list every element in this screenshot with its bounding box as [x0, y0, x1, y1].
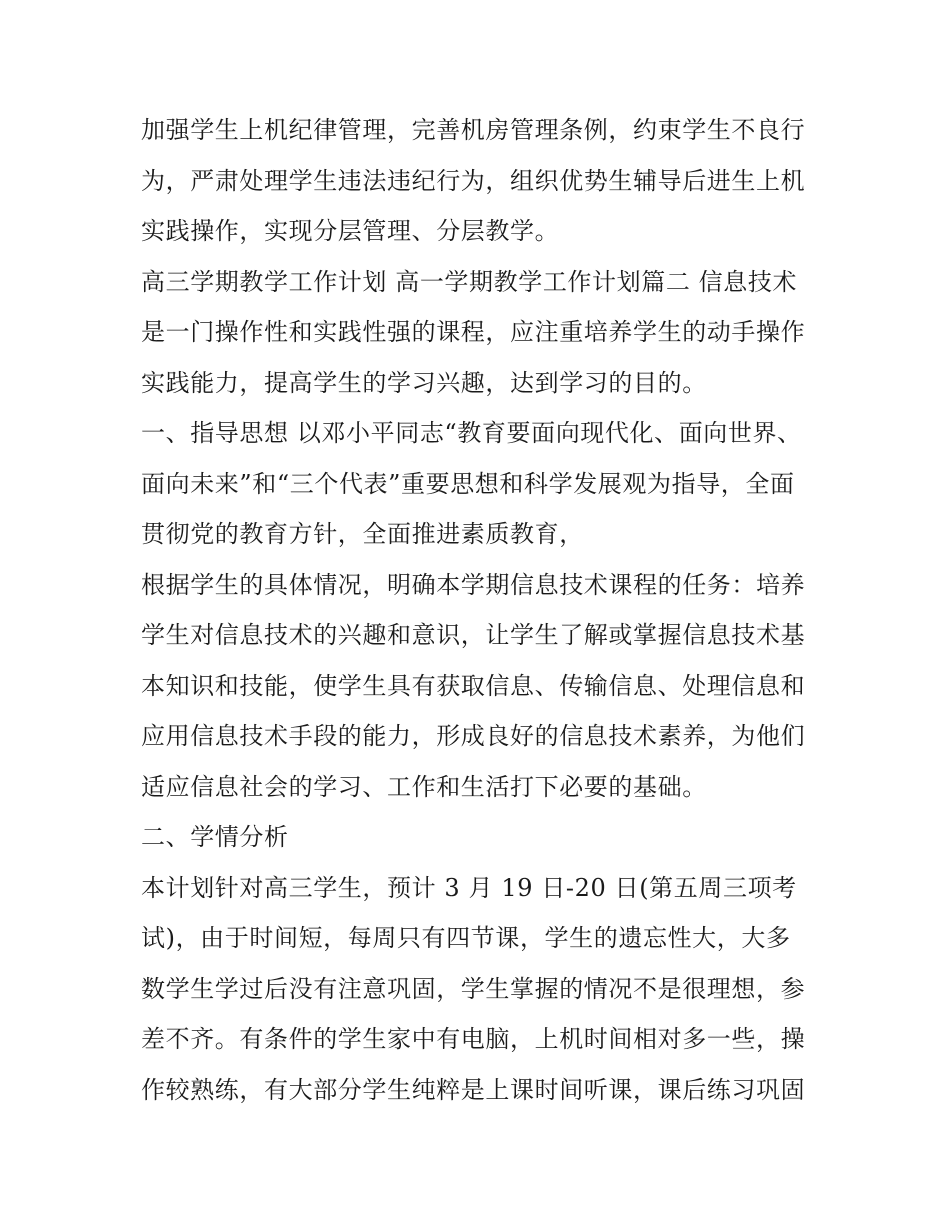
text-line: 学生对信息技术的兴趣和意识，让学生了解或掌握信息技术基: [141, 621, 806, 649]
text-line: 高三学期教学工作计划 高一学期教学工作计划篇二 信息技术: [141, 268, 798, 296]
text-line: 数学生学过后没有注意巩固，学生掌握的情况不是很理想，参: [141, 975, 806, 1003]
section-heading: 二、学情分析: [141, 823, 289, 851]
text-line: 本知识和技能，使学生具有获取信息、传输信息、处理信息和: [141, 672, 806, 700]
text-line: 根据学生的具体情况，明确本学期信息技术课程的任务：培养: [141, 571, 806, 599]
text-line: 试)，由于时间短，每周只有四节课，学生的遗忘性大，大多: [141, 924, 791, 952]
text-line: 加强学生上机纪律管理，完善机房管理条例，约束学生不良行: [141, 116, 806, 144]
text-line: 是一门操作性和实践性强的课程，应注重培养学生的动手操作: [141, 318, 806, 346]
text-line: 为，严肃处理学生违法违纪行为，组织优势生辅导后进生上机: [141, 167, 806, 195]
text-line: 作较熟练，有大部分学生纯粹是上课时间听课，课后练习巩固: [141, 1076, 806, 1104]
text-line: 应用信息技术手段的能力，形成良好的信息技术素养，为他们: [141, 722, 806, 750]
text-line: 差不齐。有条件的学生家中有电脑，上机时间相对多一些，操: [141, 1025, 806, 1053]
text-line: 本计划针对高三学生，预计 3 月 19 日-20 日(第五周三项考: [141, 874, 797, 902]
text-line: 实践能力，提高学生的学习兴趣，达到学习的目的。: [141, 369, 707, 397]
text-line: 适应信息社会的学习、工作和生活打下必要的基础。: [141, 773, 707, 801]
text-line: 贯彻党的教育方针，全面推进素质教育，: [141, 520, 584, 548]
text-line: 面向未来”和“三个代表”重要思想和科学发展观为指导，全面: [141, 470, 795, 498]
text-line: 一、指导思想 以邓小平同志“教育要面向现代化、面向世界、: [141, 419, 802, 447]
text-line: 实践操作，实现分层管理、分层教学。: [141, 217, 560, 245]
